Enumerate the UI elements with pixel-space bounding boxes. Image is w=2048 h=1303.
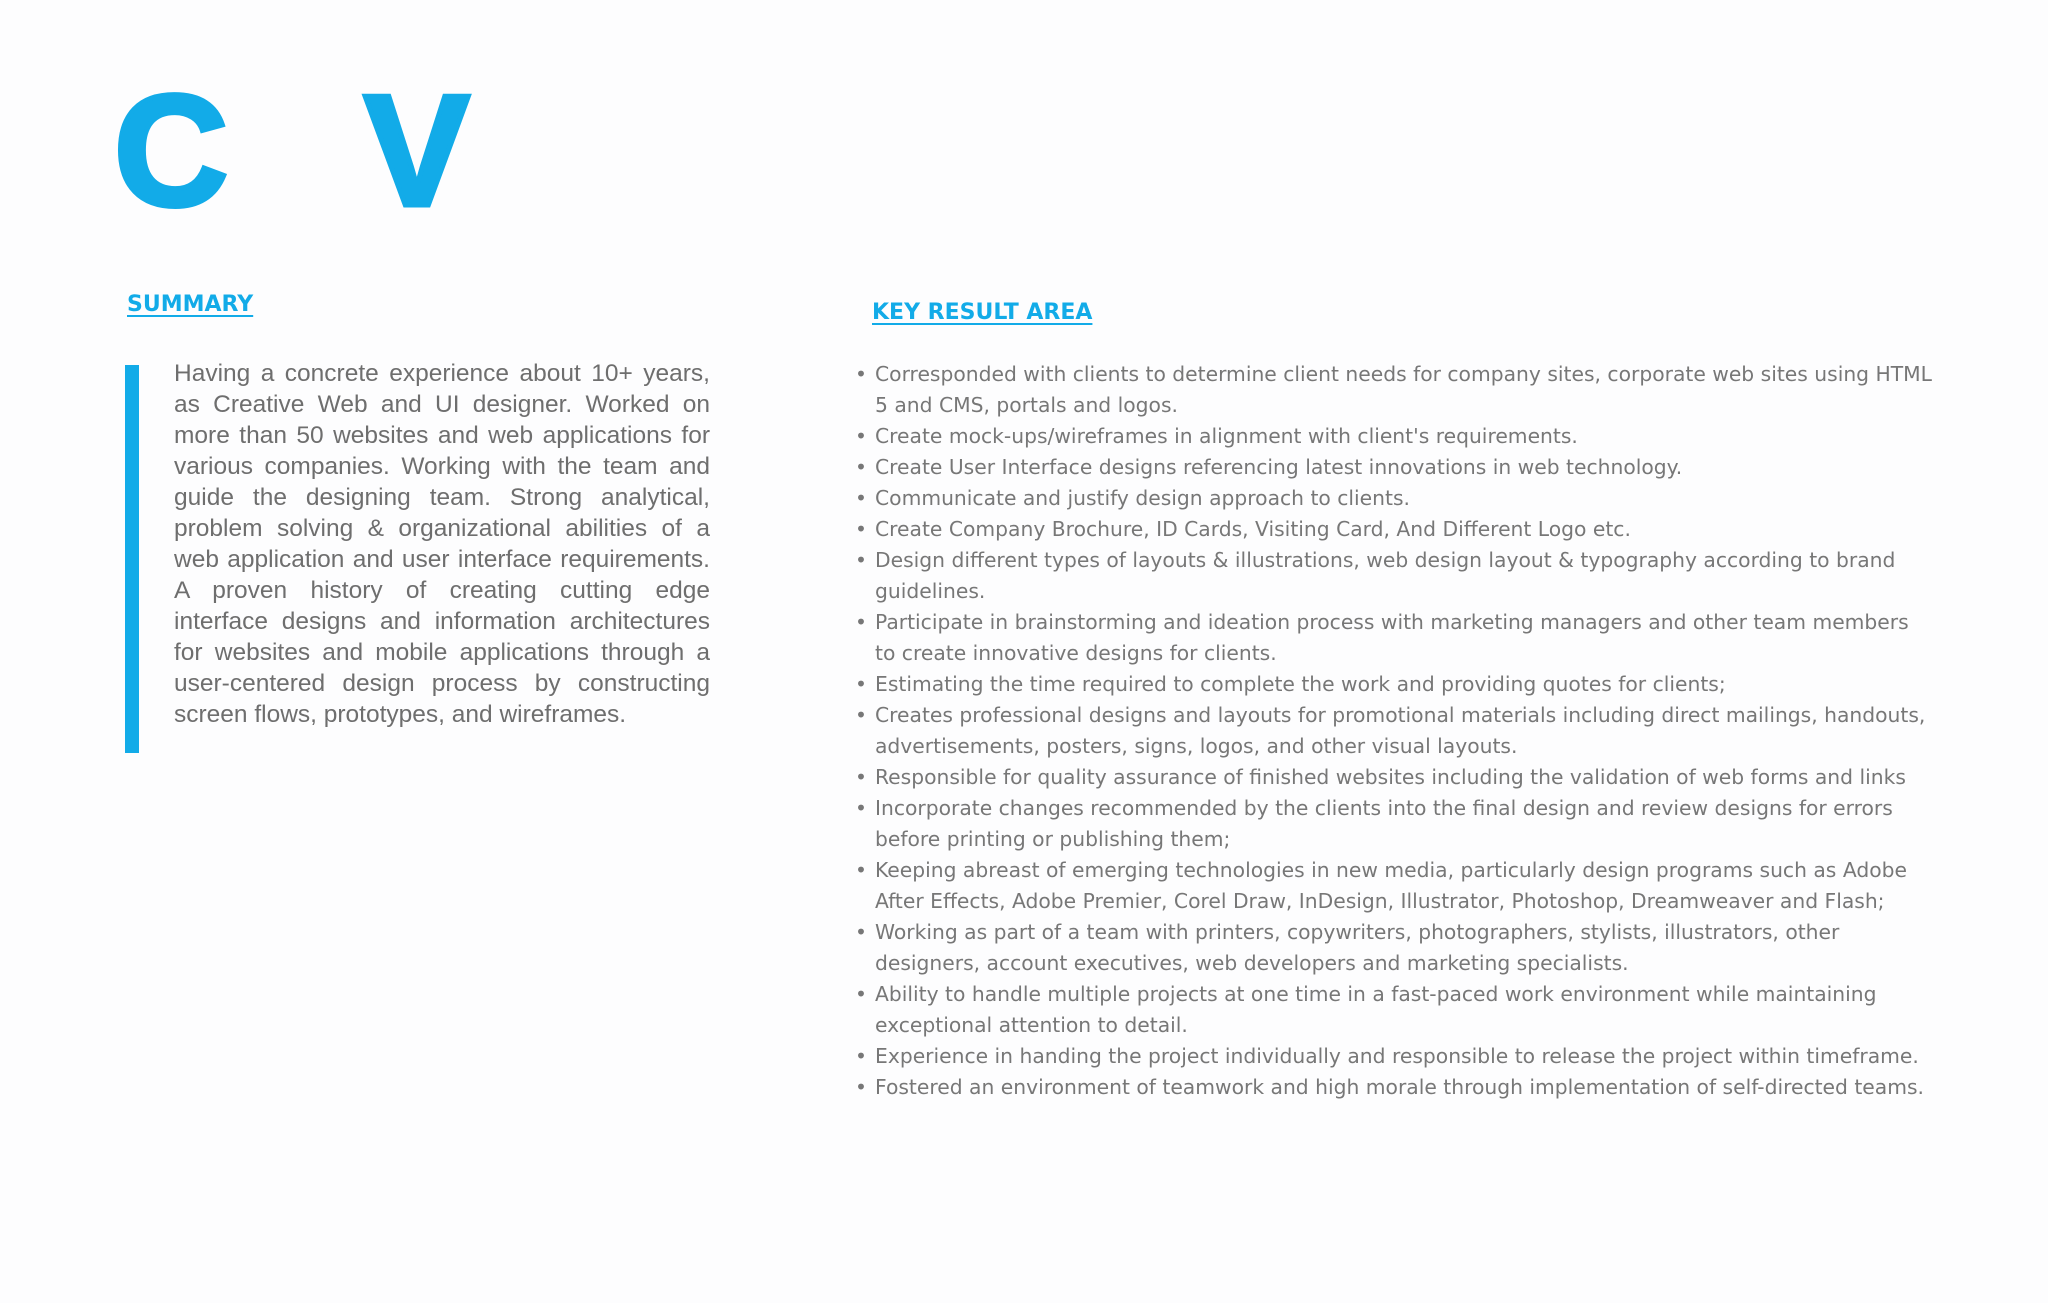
list-item-text: Ability to handle multiple projects at one time in a fast-paced work environment while maintaining exceptional attention to detail.	[875, 982, 1877, 1037]
bullet-icon: •	[855, 517, 867, 541]
list-item	[855, 452, 1935, 483]
list-item	[855, 855, 1935, 917]
list-item	[855, 607, 1935, 669]
list-item	[855, 421, 1935, 452]
list-item-text: Communicate and justify design approach to clients.	[875, 486, 1410, 510]
bullet-icon: •	[855, 610, 867, 634]
list-item-text: Create User Interface designs referencing latest innovations in web technology.	[875, 455, 1683, 479]
bullet-icon: •	[855, 703, 867, 727]
list-item	[855, 793, 1935, 855]
bullet-icon: •	[855, 486, 867, 510]
list-item	[855, 700, 1935, 762]
list-item-text: Create mock-ups/wireframes in alignment with client's requirements.	[875, 424, 1578, 448]
summary-heading: SUMMARY	[127, 292, 254, 317]
list-item	[855, 917, 1935, 979]
cv-title: C V	[114, 63, 516, 239]
bullet-icon: •	[855, 455, 867, 479]
list-item-text: Corresponded with clients to determine client needs for company sites, corporate web sites using HTML 5 and CMS, portals and logos.	[875, 362, 1932, 417]
list-item-text: Responsible for quality assurance of finished websites including the validation of web forms and links	[875, 765, 1906, 789]
list-item-text: Experience in handing the project individually and responsible to release the project within timeframe.	[875, 1044, 1919, 1068]
bullet-icon: •	[855, 1075, 867, 1099]
list-item-text: Working as part of a team with printers, copywriters, photographers, stylists, illustrators, other designers, account executives, web developers and marketing specialists.	[875, 920, 1840, 975]
bullet-icon: •	[855, 858, 867, 882]
list-item	[855, 545, 1935, 607]
list-item-text: Estimating the time required to complete the work and providing quotes for clients;	[875, 672, 1726, 696]
list-item	[855, 1072, 1935, 1103]
key-result-area-heading: KEY RESULT AREA	[872, 300, 1093, 325]
list-item	[855, 483, 1935, 514]
list-item-text: Creates professional designs and layouts for promotional materials including direct mailings, handouts, advertisements, posters, signs, logos, and other visual layouts.	[875, 703, 1926, 758]
list-item-text: Design different types of layouts & illustrations, web design layout & typography according to brand guidelines.	[875, 548, 1896, 603]
list-item	[855, 669, 1935, 700]
bullet-icon: •	[855, 1044, 867, 1068]
bullet-icon: •	[855, 796, 867, 820]
list-item-text: Participate in brainstorming and ideation process with marketing managers and other team members to create innovative designs for clients.	[875, 610, 1909, 665]
key-result-area-list	[855, 359, 1935, 1103]
bullet-icon: •	[855, 548, 867, 572]
list-item	[855, 514, 1935, 545]
summary-text: Having a concrete experience about 10+ years, as Creative Web and UI designer. Worked on more than 50 websites and web applications for various companies. Working with the team and guide the designing team. Strong analytical, problem solving & organizational abilities of a web application and user interface requirements. A proven history of creating cutting edge interface designs and information architectures for websites and mobile applications through a user-centered design process by constructing screen flows, prototypes, and wireframes.	[174, 360, 710, 728]
list-item-text: Incorporate changes recommended by the clients into the final design and review designs for errors before printing or publishing them;	[875, 796, 1893, 851]
summary-accent-bar	[125, 365, 139, 753]
list-item	[855, 359, 1935, 421]
bullet-icon: •	[855, 672, 867, 696]
list-item-text: Fostered an environment of teamwork and high morale through implementation of self-directed teams.	[875, 1075, 1924, 1099]
bullet-icon: •	[855, 765, 867, 789]
bullet-icon: •	[855, 424, 867, 448]
list-item	[855, 762, 1935, 793]
list-item	[855, 979, 1935, 1041]
list-item-text: Keeping abreast of emerging technologies in new media, particularly design programs such as Adobe After Effects, Adobe Premier, Corel Draw, InDesign, Illustrator, Photoshop, Dreamweaver and Flash;	[875, 858, 1907, 913]
bullet-icon: •	[855, 982, 867, 1006]
list-item-text: Create Company Brochure, ID Cards, Visiting Card, And Different Logo etc.	[875, 517, 1631, 541]
list-item	[855, 1041, 1935, 1072]
bullet-icon: •	[855, 920, 867, 944]
bullet-icon: •	[855, 362, 867, 386]
